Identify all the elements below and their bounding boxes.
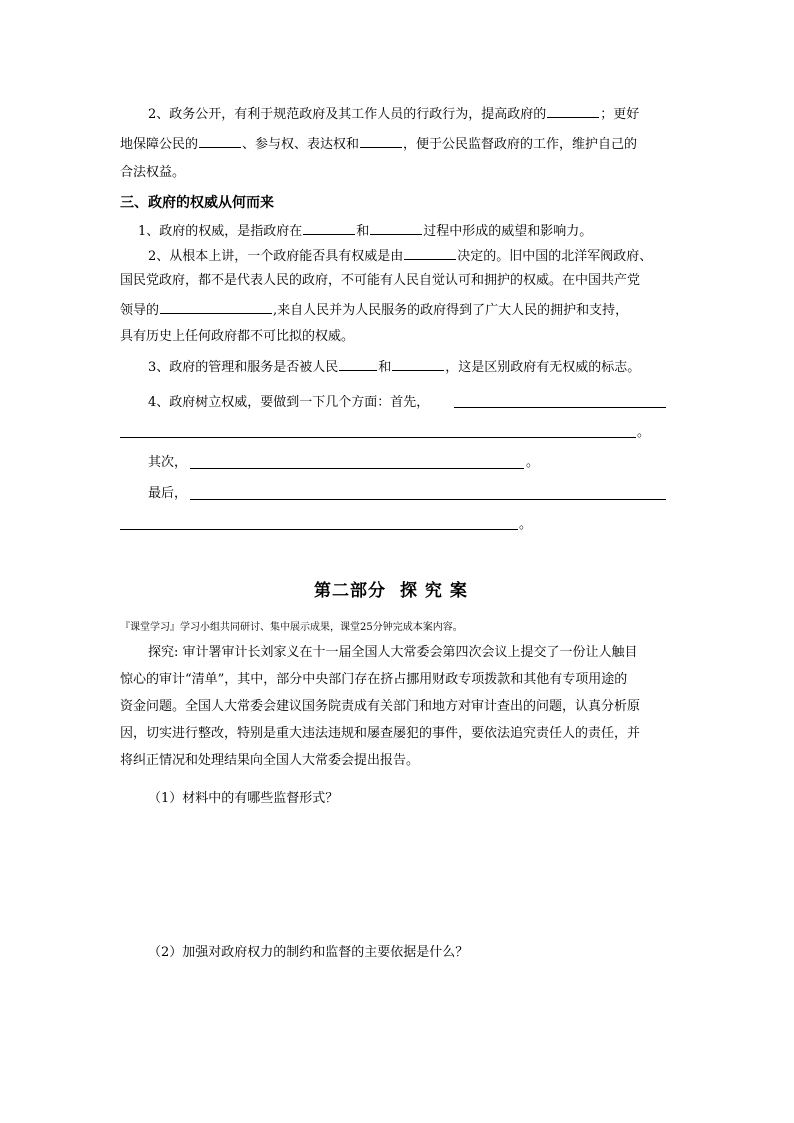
blank-last-2[interactable]: [120, 528, 518, 530]
s3-item4-end1: 。: [637, 425, 651, 440]
explore-line4: 因，切实进行整改，特别是重大违法违规和屡查屡犯的事件，要依法追究责任人的责任，并: [120, 726, 641, 741]
blank-first-1[interactable]: [454, 406, 666, 408]
blank-second[interactable]: [190, 467, 524, 469]
text: ，便于公民监督政府的工作，维护自己的: [403, 137, 638, 152]
s3-item2-line3: [120, 299, 628, 321]
question-1: （1）材料中的有哪些监督形式？: [148, 791, 339, 806]
text: ,来自人民并为人民服务的政府得到了广大人民的拥护和支持，: [273, 303, 629, 318]
s3-item2-line2: 国民党政府，都不是代表人民的政府，不可能有人民自觉认可和拥护的权威。在中国共产党: [120, 273, 641, 288]
text: 合法权益。: [120, 165, 186, 180]
s3-item4-end2: 。: [526, 455, 540, 470]
blank-first-2[interactable]: [120, 436, 636, 438]
s3-item4-end3: 。: [519, 517, 533, 532]
explore-line3: 资金问题。全国人大常委会建议国务院责成有关部门和地方对审计查出的问题，认真分析原: [120, 699, 641, 714]
blank-s3-2a[interactable]: [404, 245, 456, 260]
text: ，这是区别政府有无权威的标志。: [445, 360, 641, 375]
blank-s3-3b[interactable]: [392, 356, 444, 371]
text: 2、从根本上讲，一个政府能否具有权威是由: [148, 249, 404, 264]
s3-item4-second: 其次，: [148, 455, 188, 470]
s2-item2-line3: [120, 163, 185, 183]
blank-s2-1[interactable]: [547, 103, 599, 118]
blank-s2-2[interactable]: [199, 133, 241, 148]
blank-s3-1a[interactable]: [303, 220, 355, 235]
part2-title: [314, 581, 468, 601]
blank-s3-1b[interactable]: [370, 220, 422, 235]
text: 1、政府的权威，是指政府在: [138, 224, 303, 239]
text: 探 究 案: [400, 581, 468, 601]
explore-line5: 将纠正情况和处理结果向全国人大常委会提出报告。: [120, 753, 420, 768]
blank-s3-2b[interactable]: [160, 299, 272, 314]
text: ；更好: [600, 107, 640, 122]
s2-item2-line1: [148, 103, 639, 125]
blank-s2-3[interactable]: [360, 133, 402, 148]
text: 过程中形成的威望和影响力。: [423, 224, 593, 239]
blank-last-1[interactable]: [190, 498, 666, 500]
text: 地保障公民的: [120, 137, 199, 152]
s3-item3: [148, 356, 640, 378]
explore-line2: 惊心的审计“清单”，其中，部分中央部门存在挤占挪用财政专项拨款和其他有专项用途的: [120, 672, 628, 687]
question-2: （2）加强对政府权力的制约和监督的主要依据是什么？: [148, 945, 469, 960]
text: 、参与权、表达权和: [242, 137, 360, 152]
s3-item4-last: 最后，: [148, 486, 188, 501]
text: 第二部分: [314, 581, 386, 601]
classroom-note: 『课堂学习』学习小组共同研讨、集中展示成果，课堂25分钟完成本案内容。: [120, 622, 463, 633]
s2-item2-line2: [120, 133, 637, 155]
s3-item2-line4: 具有历史上任何政府都不可比拟的权威。: [120, 329, 355, 344]
s3-item4-first: 4、政府树立权威，要做到一下几个方面：首先，: [148, 395, 430, 410]
text: 决定的。旧中国的北洋军阀政府、: [457, 249, 653, 264]
s3-item2-line1: [148, 245, 652, 267]
text: 领导的: [120, 303, 160, 318]
text: 2、政务公开，有利于规范政府及其工作人员的行政行为，提高政府的: [148, 107, 547, 122]
text: 3、政府的管理和服务是否被人民: [148, 360, 339, 375]
explore-line1: 探究: 审计署审计长刘家义在十一届全国人大常委会第四次会议上提交了一份让人触目: [148, 645, 638, 660]
section3-heading: 三、政府的权威从何而来: [120, 195, 274, 211]
blank-s3-3a[interactable]: [339, 356, 377, 371]
text: 和: [356, 224, 370, 239]
s3-item1: [138, 220, 592, 242]
text: 和: [378, 360, 392, 375]
